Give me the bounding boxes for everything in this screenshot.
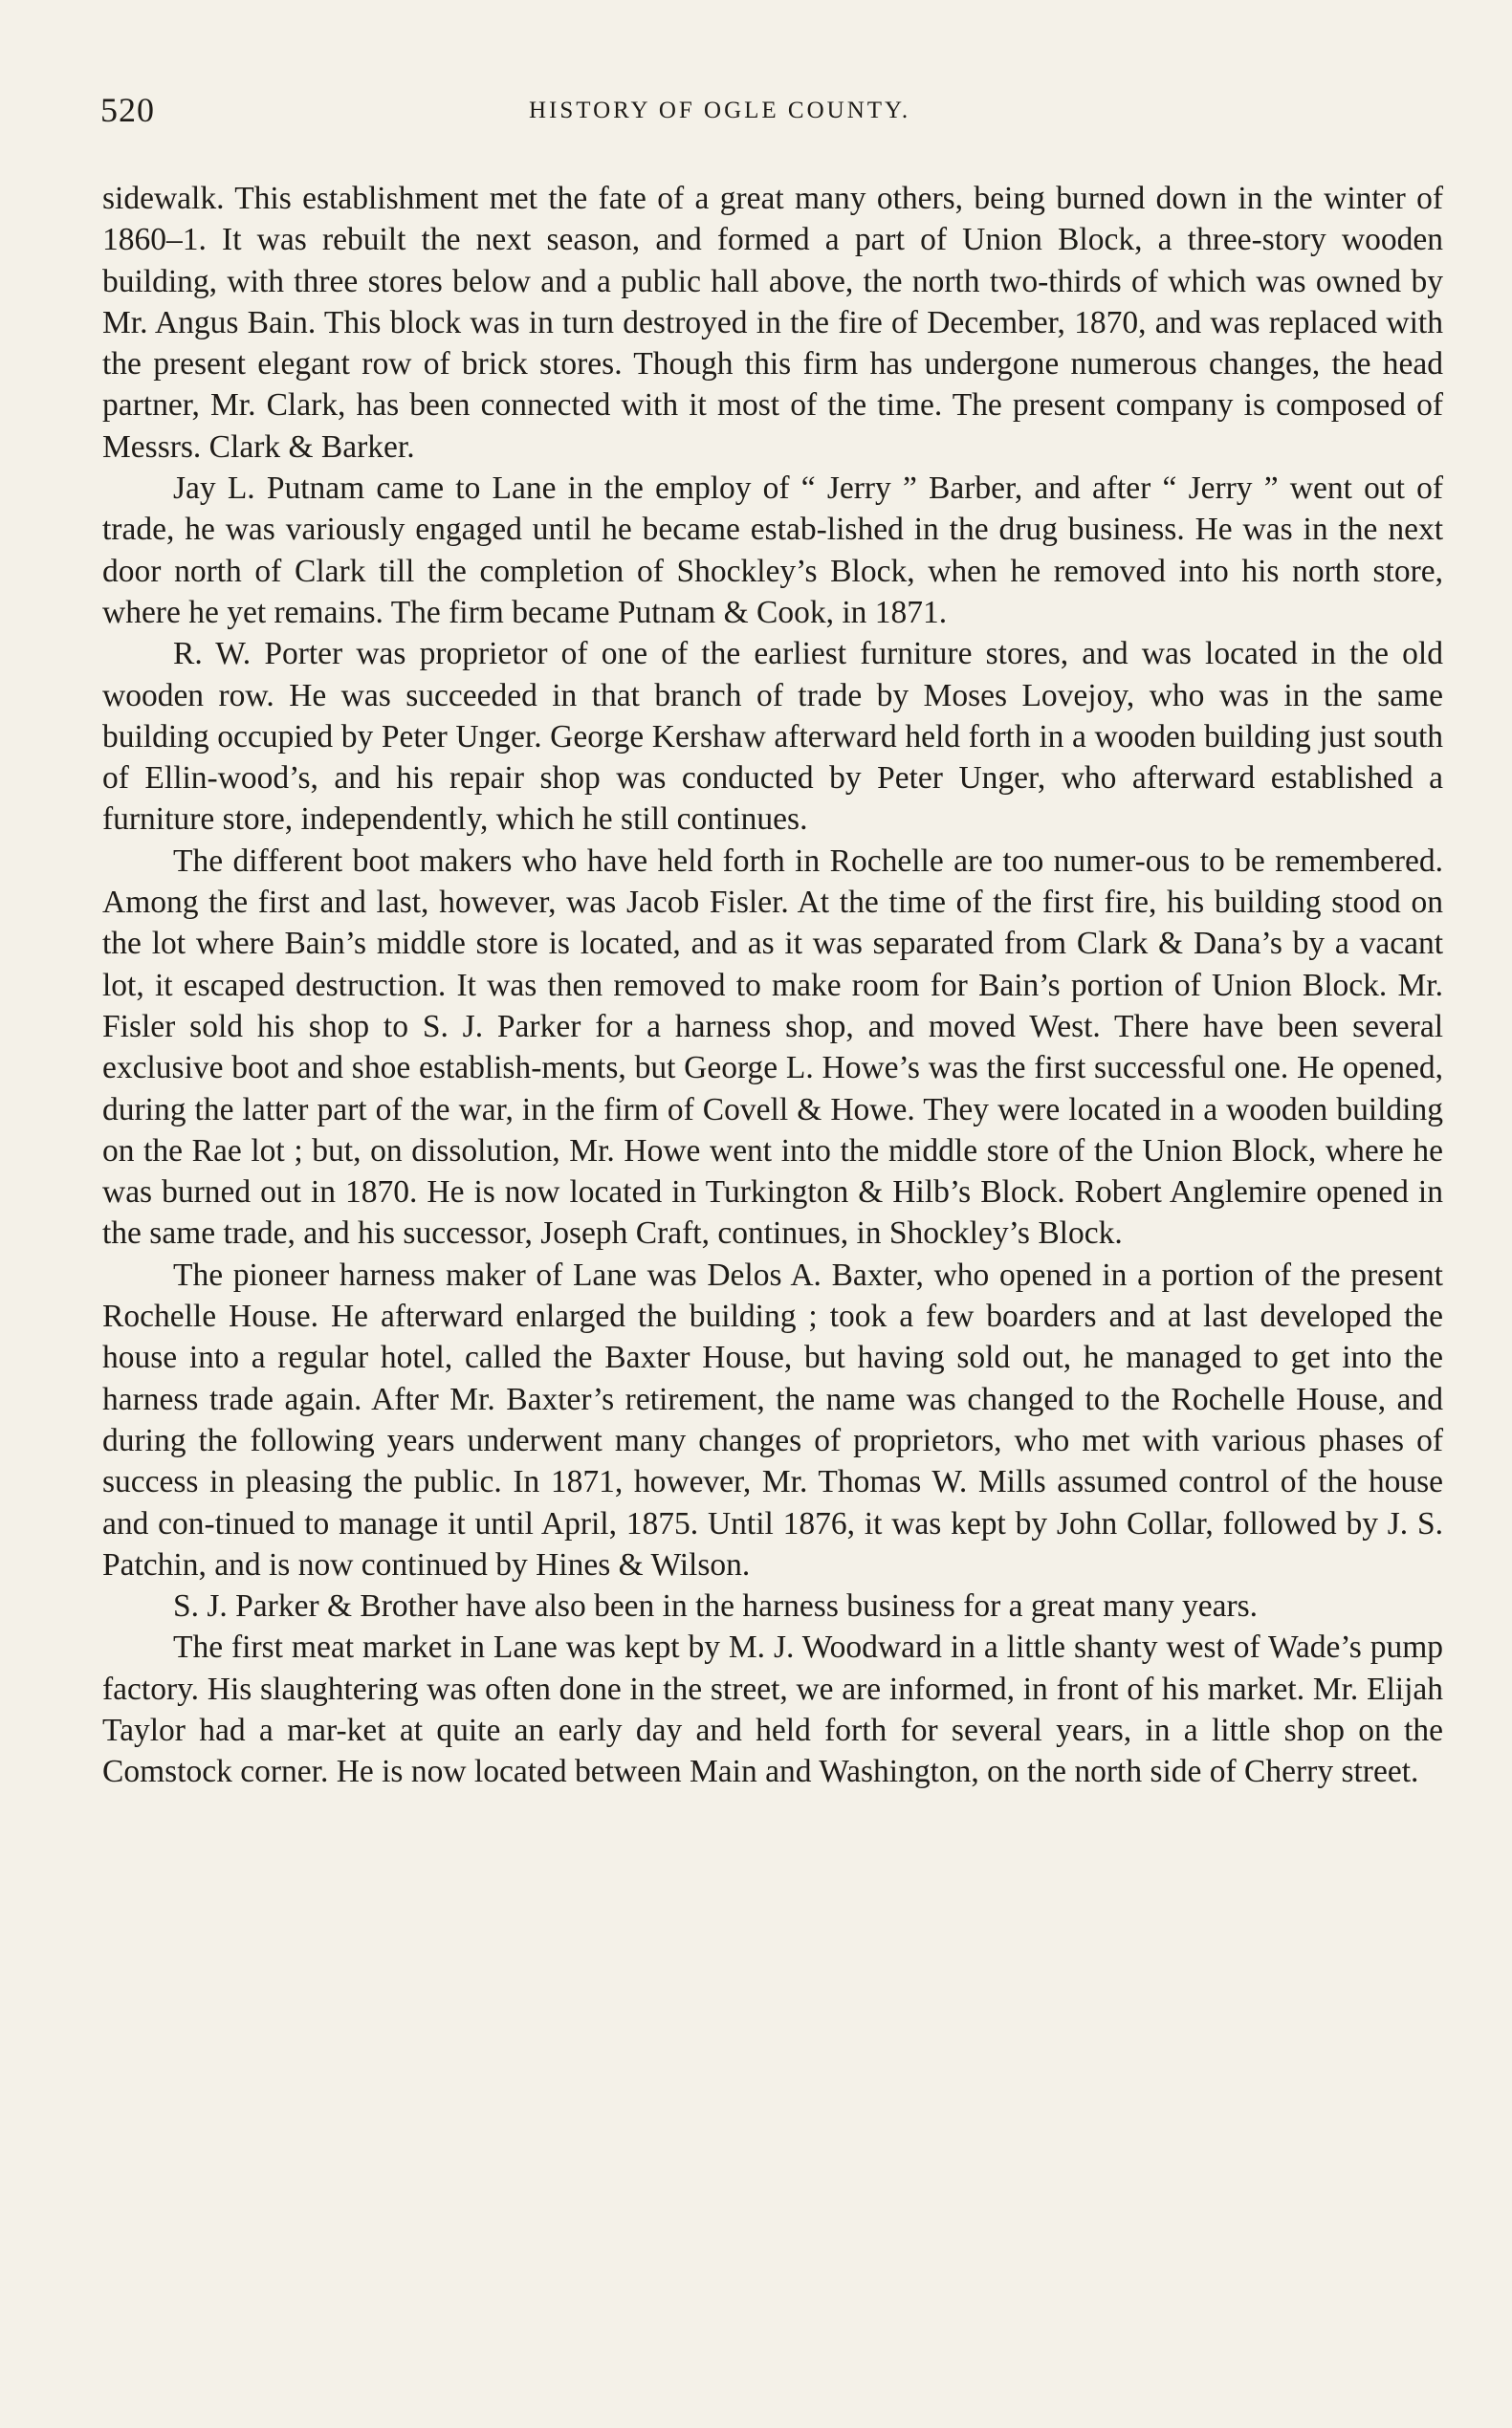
page-body [102,178,1443,1793]
page-number: 520 [100,91,155,129]
paragraph-continuation: sidewalk. This establishment met the fate of a great many others, being burned down in the winter of 1860–1. It was rebuilt the next season, and formed a part of Union Block, a three-story wooden building, with three stores below and a public hall above, the north two-thirds of which was owned by Mr. Angus Bain. This block was in turn destroyed in the fire of December, 1870, and was replaced with the present elegant row of brick stores. Though this firm has undergone numerous changes, the head partner, Mr. Clark, has been connected with it most of the time. The present company is composed of Messrs. Clark & Barker. [102,181,1443,465]
paragraph: Jay L. Putnam came to Lane in the employ of “ Jerry ” Barber, and after “ Jerry ” went out of trade, he was variously engaged until he became estab-lished in the drug business. He was in the next door north of Clark till the completion of Shockley’s Block, when he removed into his north store, where he yet remains. The firm became Putnam & Cook, in 1871. [102,470,1443,630]
paragraph: S. J. Parker & Brother have also been in the harness business for a great many years. [173,1588,1259,1625]
paragraph: The different boot makers who have held forth in Rochelle are too numer-ous to be remembered. Among the first and last, however, was Jacob Fisler. At the time of the first fire, his building stood on the lot where Bain’s middle store is located, and as it was separated from Clark & Dana’s by a vacant lot, it escaped destruction. It was then removed to make room for Bain’s portion of Union Block. Mr. Fisler sold his shop to S. J. Parker for a harness shop, and moved West. There have been several exclusive boot and shoe establish-ments, but George L. Howe’s was the first successful one. He opened, during the latter part of the war, in the firm of Covell & Howe. They were located in a wooden building on the Rae lot ; but, on dissolution, Mr. Howe went into the middle store of the Union Block, where he was burned out in 1870. He is now located in Turkington & Hilb’s Block. Robert Anglemire opened in the same trade, and his successor, Joseph Craft, continues, in Shockley’s Block. [102,842,1443,1252]
running-title: HISTORY OF OGLE COUNTY. [529,98,911,123]
paragraph: The pioneer harness maker of Lane was Delos A. Baxter, who opened in a portion of the present Rochelle House. He afterward enlarged the building ; took a few boarders and at last developed the house into a regular hotel, called the Baxter House, but having sold out, he managed to get into the harness trade again. After Mr. Baxter’s retirement, the name was changed to the Rochelle House, and during the following years underwent many changes of proprietors, who met with various phases of success in pleasing the public. In 1871, however, Mr. Thomas W. Mills assumed control of the house and con-tinued to manage it until April, 1875. Until 1876, it was kept by John Collar, followed by J. S. Patchin, and is now continued by Hines & Wilson. [102,1257,1443,1583]
page-header [100,90,1439,138]
paragraph: R. W. Porter was proprietor of one of the earliest furniture stores, and was located in the old wooden row. He was succeeded in that branch of trade by Moses Lovejoy, who was in the same building occupied by Peter Unger. George Kershaw afterward held forth in a wooden building just south of Ellin-wood’s, and his repair shop was conducted by Peter Unger, who afterward established a furniture store, independently, which he still continues. [102,636,1443,838]
paragraph: The first meat market in Lane was kept by M. J. Woodward in a little shanty west of Wade’s pump factory. His slaughtering was often done in the street, we are informed, in front of his market. Mr. Elijah Taylor had a mar-ket at quite an early day and held forth for several years, in a little shop on the Comstock corner. He is now located between Main and Washington, on the north side of Cherry street. [102,1630,1443,1790]
